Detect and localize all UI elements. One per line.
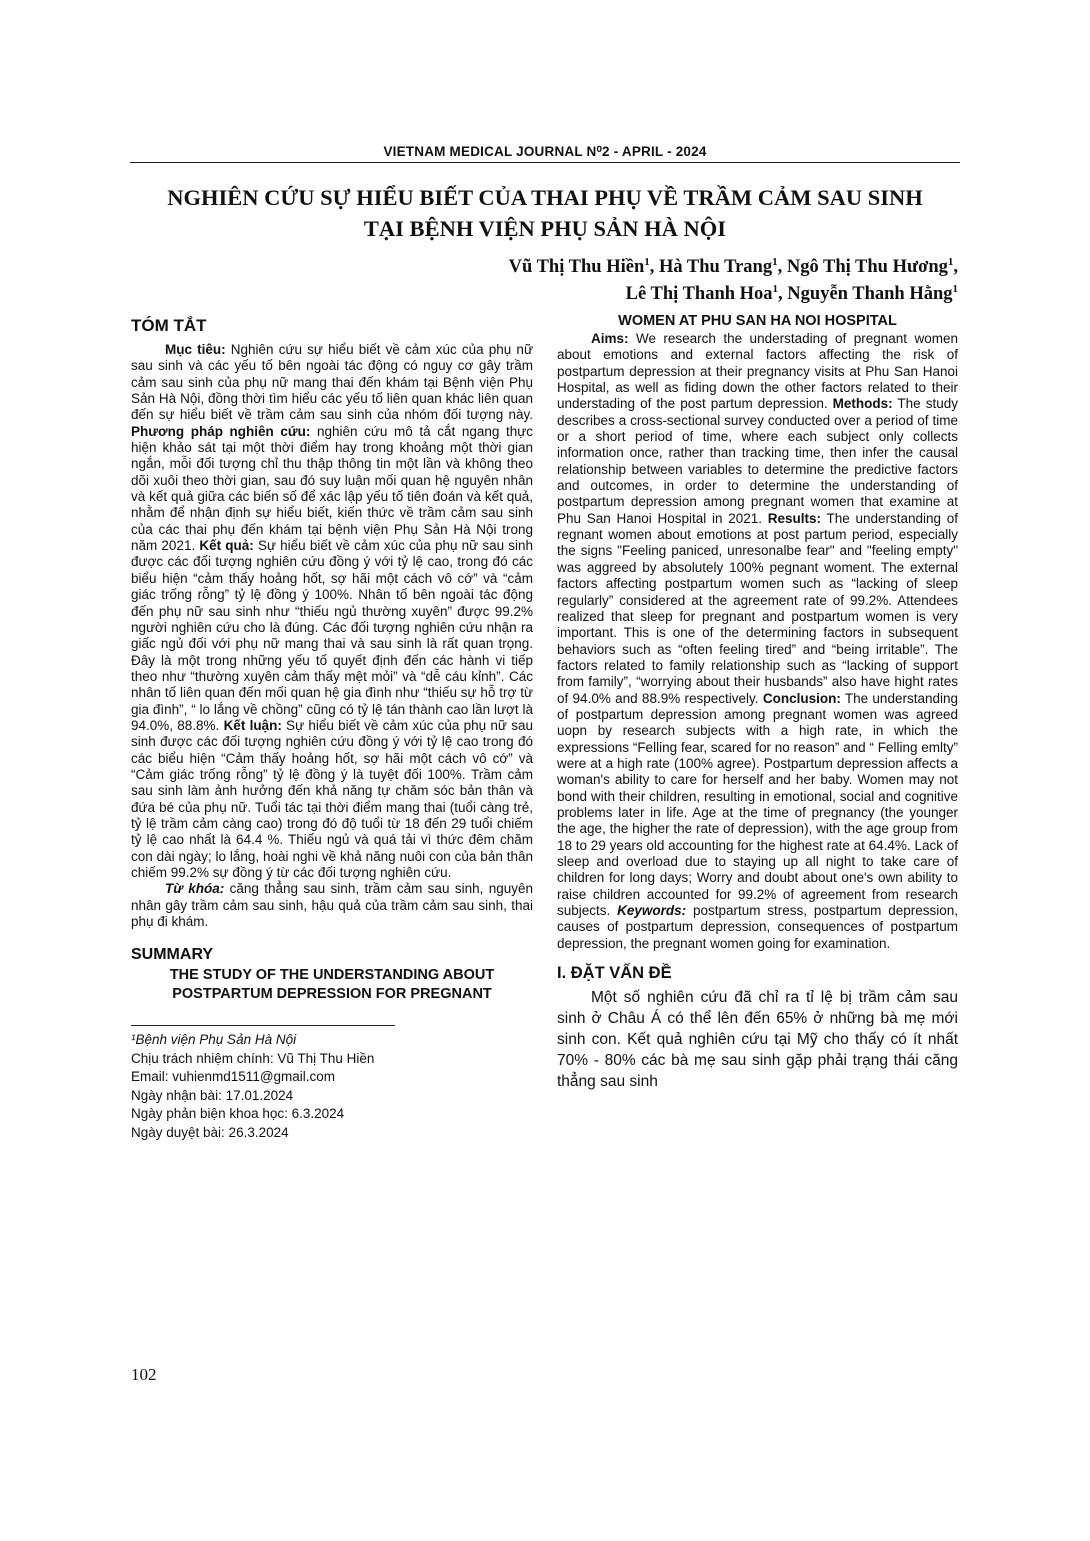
author-list	[509, 254, 958, 308]
page-number: 102	[131, 1365, 157, 1384]
author-line-2: Lê Thị Thanh Hoa$^1$, Nguyễn Thanh Hằng$^1$	[625, 282, 958, 304]
english-title-line-3: WOMEN AT PHU SAN HA NOI HOSPITAL	[618, 313, 897, 329]
author-name: Hà Thu Trang	[658, 257, 773, 277]
keywords-label: Từ khóa:	[165, 881, 225, 897]
author-line-1: Vũ Thị Thu Hiền$^1$, Hà Thu Trang$^1$, Ngô Thị Thu Hương$^1$,	[508, 255, 958, 277]
date-reviewed: Ngày phản biện khoa học: 6.3.2024	[131, 1106, 345, 1122]
title-line-1: NGHIÊN CỨU SỰ HIỂU BIẾT CỦA THAI PHỤ VỀ TRẦM CẢM SAU SINH	[167, 185, 923, 210]
article-title	[130, 182, 960, 244]
abstract-vietnamese: Mục tiêu: Nghiên cứu sự hiểu biết về cảm xúc của phụ nữ sau sinh và các yếu tố bên ngoài tác động có nguy cơ gây trầm cảm sau sinh của phụ nữ mang thai đến khám tại Bệnh viện Phụ Sản Hà Nội, đồng thời tìm hiểu các yếu tố liên quan khác liên quan đến sự hiểu biết về trầm cảm sau sinh của nhóm đối tượng này. Phương pháp nghiên cứu: nghiên cứu mô tả cắt ngang thực hiện khảo sát tại một thời điểm hay trong khoảng một thời gian ngắn, mỗi đối tượng chỉ thu thập thông tin một lần và không theo dõi xuôi theo thời gian, sau đó suy luận mối quan hệ nguyên nhân và kết quả giữa các biến số để xác lập yếu tố tiên đoán và kết quả, nhằm để nhận định sự hiểu biết, kiến thức về trầm cảm sau sinh của các thai phụ đến khám tại bệnh viện Phụ Sản Hà Nội trong năm 2021. Kết quả: Sự hiểu biết về cảm xúc của phụ nữ sau sinh được các đối tượng nghiên cứu đồng ý với tỷ lệ cao, trong đó các biểu hiện “cảm thấy hoảng hốt, sợ hãi một cách vô cớ” và “cảm giác trống rỗng” tỷ lệ đồng ý 100%. Nhân tố bên ngoài tác động đến phụ nữ sau sinh như “thiếu ngủ thường xuyên” được 99.2% người nghiên cứu cho là đúng. Các đối tượng nghiên cứu nhận ra giấc ngủ đối với phụ nữ mang thai và sau sinh là rất quan trọng. Đây là một trong những yếu tố quyết định đến các hành vi tiếp theo như “thường xuyên cảm thấy mệt mỏi” và “dễ cáu kỉnh”. Các nhân tố liên quan đến mối quan hệ gia đình như “thiếu sự hỗ trợ từ gia đình”, “ lo lắng về chồng” cũng có tỷ lệ tán thành cao lần lượt là 94.0%, 88.8%. Kết luận: Sự hiểu biết về cảm xúc của phụ nữ sau sinh được các đối tượng nghiên cứu đồng ý với tỷ lệ cao trong đó các biểu hiện “Cảm thấy hoảng hốt, sợ hãi một cách vô cớ” và “Cảm giác trống rỗng” tỷ lệ đồng ý là tuyệt đối 100%. Trầm cảm sau sinh làm ảnh hưởng đến khả năng tự chăm sóc bản thân và đứa bé của phụ nữ. Tuổi tác tại thời điểm mang thai (tuổi càng trẻ, tỷ lệ trầm cảm càng cao) trong đó độ tuổi từ 18 đến 29 tuổi chiếm tỷ lệ cao nhất là 64.4 %. Thiếu ngủ và quá tải vì thức đêm chăm con dài ngày; lo lắng, hoài nghi về khả năng nuôi con của bản thân chiếm 99.2% sự đồng ý từ các đối tượng nghiên cứu.	[131, 342, 534, 880]
email: Email: vuhienmd1511@gmail.com	[131, 1069, 336, 1085]
keywords-label-en: Keywords:	[617, 903, 687, 919]
english-title-line-2: POSTPARTUM DEPRESSION FOR PREGNANT	[172, 986, 492, 1003]
summary-heading: SUMMARY	[131, 946, 214, 964]
method-label: Phương pháp nghiên cứu:	[131, 423, 311, 439]
keywords-vietnamese: Từ khóa: căng thẳng sau sinh, trầm cảm sau sinh, nguyên nhân gây trầm cảm sau sinh, hậu quả của trầm cảm sau sinh, thai phụ đi khám.	[131, 881, 533, 930]
running-head: VIETNAM MEDICAL JOURNAL N⁰2 - APRIL - 2024	[383, 144, 707, 159]
methods-label: Methods:	[832, 396, 893, 412]
affiliation: ¹Bệnh viện Phụ Sản Hà Nội	[131, 1032, 297, 1048]
affiliation-mark: 1	[772, 255, 778, 268]
affiliation-mark: 1	[644, 255, 650, 268]
abstract-heading: TÓM TẮT	[131, 316, 207, 335]
right-column	[557, 312, 958, 1108]
corresponding-author: Chịu trách nhiệm chính: Vũ Thị Thu Hiền	[131, 1050, 375, 1066]
aim-label: Mục tiêu:	[165, 342, 226, 357]
conclusion-label: Kết luận:	[223, 717, 282, 733]
left-column	[131, 316, 533, 1142]
title-line-2: TẠI BỆNH VIỆN PHỤ SẢN HÀ NỘI	[363, 216, 727, 241]
header-rule	[130, 162, 960, 163]
date-received: Ngày nhận bài: 17.01.2024	[131, 1087, 294, 1103]
footnote-rule	[131, 1025, 395, 1026]
footnotes	[131, 1031, 533, 1142]
aims-label: Aims:	[591, 331, 629, 346]
affiliation-mark: 1	[952, 282, 958, 295]
affiliation-mark: 1	[772, 282, 779, 295]
conclusion-label-en: Conclusion:	[762, 690, 841, 706]
author-name: Vũ Thị Thu Hiền	[508, 257, 645, 277]
result-label: Kết quả:	[199, 538, 254, 554]
english-title-line-1: THE STUDY OF THE UNDERSTANDING ABOUT	[169, 967, 495, 984]
affiliation-mark: 1	[947, 255, 954, 268]
date-accepted: Ngày duyệt bài: 26.3.2024	[131, 1124, 289, 1140]
results-label: Results:	[767, 510, 821, 526]
abstract-english: Aims: We research the understading of pregnant women about emotions and external factors affecting the risk of postpartum depression at their pregnancy visits at Phu San Hanoi Hospital, as well as fiding down the other factors related to their understading of the post partum depression. Methods: The study describes a cross-sectional survey conducted over a period of time or a short period of time, where each subject only collects information once, rather than tracking time, then infer the causal relationship between variables to determine the predictive factors and outcomes, in order to determine the understanding of postpartum depression among pregnant women that examine at Phu San Hanoi Hospital in 2021. Results: The understanding of regnant women about emotions at post partum period, especially the signs "Feeling paniced, unresonalbe fear" and "feeling empty" was aggreed by absolutely 100% pegnant woment. The external factors affecting postpartum women such as “lacking of sleep regularly” considered at the agreement rate of 99.2%. Attendees realized that sleep for pregnant and postpartum women is very important. This is one of the determining factors in subsequent behaviors such as “often feeling tired” and “being irritable”. The factors related to family relationship such as “lacking of support from family”, “worrying about their husbands” also have hight rates of 94.0% and 88.9% respectively. Conclusion: The understanding of postpartum depression among pregnant women was agreed uopn by research subjects with a high rate, in which the expressions “Felling fear, scared for no reason” and “ Felling emlty” were at a high rate (100% agree). Postpartum depression affects a woman's ability to care for herself and her baby. Women may not bond with their children, resulting in emotional, social and cognitive problems later in life. Age at the time of pregnancy (the younger the age, the higher the rate of depression), with the age group from 18 to 29 years old accounting for the highest rate at 64.4%. Lack of sleep and overload due to staying up all night to take care of children for long days; Worry and doubt about one's own ability to raise children accounted for 99.2% of agreement from research subjects. Keywords: postpartum stress, postpartum depression, causes of postpartum depression, consequences of postpartum depression, the pregnant women going for examination.	[557, 331, 958, 951]
english-title	[131, 966, 533, 1004]
author-name: Nguyễn Thanh Hằng	[787, 284, 953, 304]
author-name: Ngô Thị Thu Hương	[786, 257, 948, 277]
introduction-text: Một số nghiên cứu đã chỉ ra tỉ lệ bị trầm cảm sau sinh ở Châu Á có thể lên đến 65% ở những bà mẹ mới sinh con. Kết quả nghiên cứu tại Mỹ cho thấy có ít nhất 70% - 80% các bà mẹ sau sinh gặp phải trạng thái căng thẳng sau sinh	[557, 989, 958, 1091]
introduction-heading: I. ĐẶT VẤN ĐỀ	[557, 964, 672, 983]
author-name: Lê Thị Thanh Hoa	[625, 284, 773, 304]
